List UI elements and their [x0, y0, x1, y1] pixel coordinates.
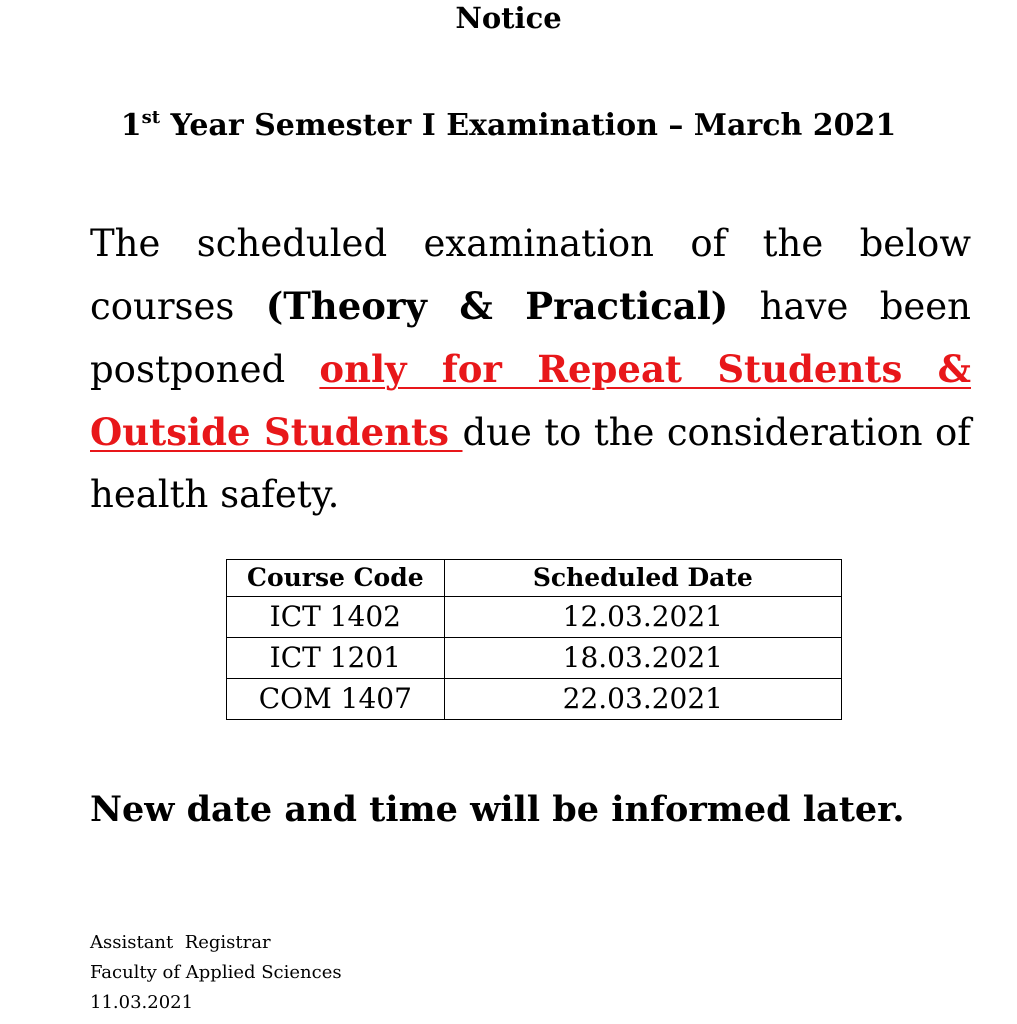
- course-code-cell: COM 1407: [227, 679, 445, 720]
- schedule-table: [226, 559, 842, 720]
- paragraph-part-2: have been postponed: [90, 285, 971, 391]
- signature-block: [90, 928, 342, 1018]
- signatory-position: Assistant Registrar: [90, 932, 271, 953]
- notice-title: Notice: [455, 1, 562, 35]
- theory-practical-text: (Theory & Practical): [265, 284, 729, 328]
- table-row: [227, 679, 842, 720]
- course-code-cell: ICT 1201: [227, 638, 445, 679]
- exam-subtitle: [0, 104, 1017, 148]
- subtitle-superscript: st: [141, 107, 161, 128]
- table-row: [227, 597, 842, 638]
- paragraph-part-1: The scheduled examination of the below courses: [90, 222, 971, 328]
- header-scheduled-date: Scheduled Date: [444, 560, 841, 597]
- postponement-paragraph: [90, 213, 971, 526]
- closing-statement: New date and time will be informed later.: [90, 789, 905, 830]
- subtitle-ordinal: 1: [120, 108, 142, 143]
- paragraph-part-3: due to the consideration of health safety.: [90, 411, 971, 516]
- header-course-code: Course Code: [227, 560, 445, 597]
- notice-date: 11.03.2021: [90, 992, 194, 1013]
- table-header-row: [227, 560, 842, 597]
- table-row: [227, 638, 842, 679]
- scheduled-date-cell: 22.03.2021: [444, 679, 841, 720]
- scheduled-date-cell: 18.03.2021: [444, 638, 841, 679]
- subtitle-text: Year Semester I Examination – March 2021: [160, 108, 897, 143]
- signatory-faculty: Faculty of Applied Sciences: [90, 962, 342, 983]
- repeat-outside-students-highlight: only for Repeat Students & Outside Students: [90, 347, 971, 454]
- course-code-cell: ICT 1402: [227, 597, 445, 638]
- scheduled-date-cell: 12.03.2021: [444, 597, 841, 638]
